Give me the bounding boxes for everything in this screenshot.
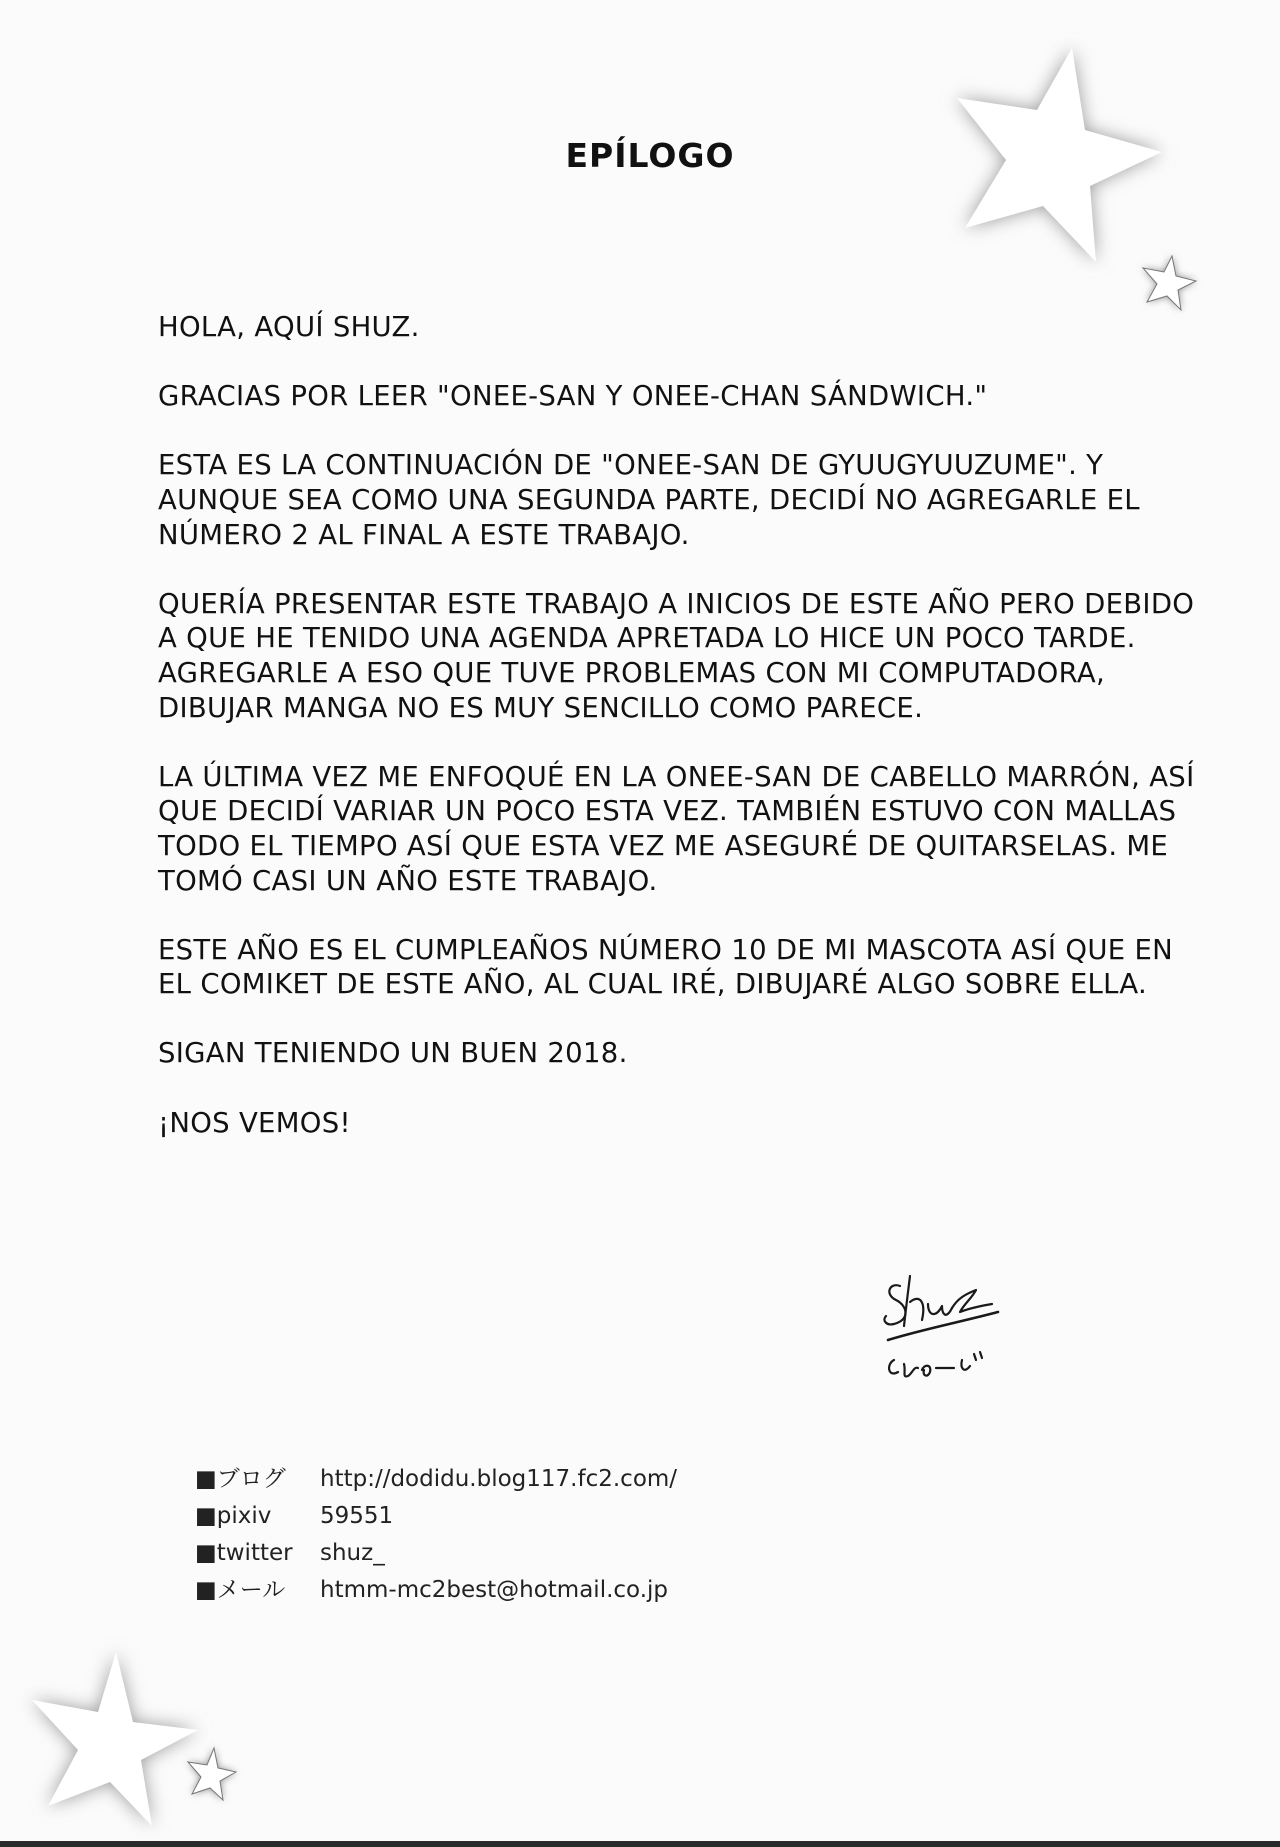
contact-row-twitter (195, 1535, 677, 1572)
contact-list (195, 1461, 677, 1609)
star-icon (188, 1748, 236, 1800)
paragraph-schedule: QUERÍA PRESENTAR ESTE TRABAJO A INICIOS DE ESTE AÑO PERO DEBIDO A QUE HE TENIDO UNA AGENDA APRETADA LO HICE UN POCO TARDE. AGREGARLE A ESO QUE TUVE PROBLEMAS CON MI COMPUTADORA, DIBUJAR MANGA NO ES MUY SENCILLO COMO PARECE. (158, 587, 1195, 724)
contact-row-blog (195, 1461, 677, 1498)
paragraph-goodbye: ¡NOS VEMOS! (158, 1106, 351, 1139)
contact-label: ■メール (195, 1577, 286, 1603)
contact-row-mail (195, 1572, 677, 1609)
signature-icon (880, 1268, 1010, 1388)
paragraph-thanks: GRACIAS POR LEER "ONEE-SAN Y ONEE-CHAN SÁNDWICH." (158, 380, 988, 413)
email-address[interactable]: htmm-mc2best@hotmail.co.jp (320, 1577, 669, 1603)
twitter-handle: shuz_ (320, 1540, 385, 1566)
paragraph-greeting: HOLA, AQUÍ SHUZ. (158, 311, 420, 343)
paragraph-pet: ESTE AÑO ES EL CUMPLEAÑOS NÚMERO 10 DE MI MASCOTA ASÍ QUE EN EL COMIKET DE ESTE AÑO, AL CUAL IRÉ, DIBUJARÉ ALGO SOBRE ELLA. (158, 933, 1174, 1001)
pixiv-id: 59551 (320, 1503, 394, 1529)
star-icon (32, 1652, 198, 1826)
paragraph-continuation: ESTA ES LA CONTINUACIÓN DE "ONEE-SAN DE GYUUGYUUZUME". Y AUNQUE SEA COMO UNA SEGUNDA PARTE, DECIDÍ NO AGREGARLE EL NÚMERO 2 AL FINAL A ESTE TRABAJO. (158, 449, 1140, 551)
star-icon (1143, 256, 1196, 310)
contact-label: ■twitter (195, 1540, 293, 1566)
page-title: EPÍLOGO (565, 136, 735, 175)
contact-label: ■pixiv (195, 1503, 272, 1529)
bottom-border (0, 1841, 1280, 1847)
paragraph-wishes: SIGAN TENIENDO UN BUEN 2018. (158, 1037, 628, 1070)
contact-label: ■ブログ (195, 1466, 286, 1492)
epilogue-body (158, 310, 1208, 1175)
blog-url-link[interactable]: http://dodidu.blog117.fc2.com/ (320, 1466, 678, 1492)
contact-row-pixiv (195, 1498, 677, 1535)
paragraph-changes: LA ÚLTIMA VEZ ME ENFOQUÉ EN LA ONEE-SAN DE CABELLO MARRÓN, ASÍ QUE DECIDÍ VARIAR UN POCO ESTA VEZ. TAMBIÉN ESTUVO CON MALLAS TODO EL TIEMPO ASÍ QUE ESTA VEZ ME ASEGURÉ DE QUITARSELAS. ME TOMÓ CASI UN AÑO ESTE TRABAJO. (158, 760, 1195, 897)
